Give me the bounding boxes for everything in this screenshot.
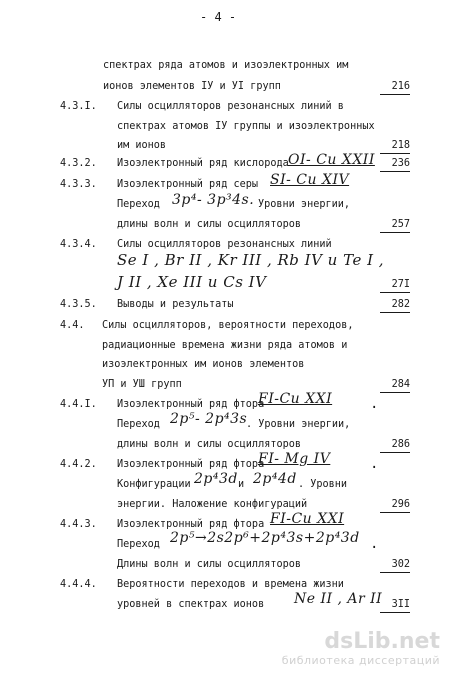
toc-number: 4.3.I.	[60, 101, 97, 112]
handwritten-formula: 2p⁵- 2p⁴3s	[170, 411, 248, 427]
toc-line: Силы осцилляторов резонансных линий	[117, 239, 332, 250]
handwritten-formula: 2p⁴3d	[194, 471, 238, 487]
handwritten-formula: 2p⁴4d	[253, 471, 297, 487]
toc-line: Переход	[117, 199, 160, 210]
toc-line: энергии. Наложение конфигураций	[117, 499, 308, 510]
toc-line: спектрах атомов IУ группы и изоэлектронных	[117, 121, 375, 132]
watermark	[282, 629, 440, 667]
toc-page: 218	[380, 140, 410, 154]
handwritten-formula: 2p⁵→2s2p⁶+2p⁴3s+2p⁴3d	[170, 530, 360, 546]
toc-line: Силы осцилляторов, вероятности переходов,	[102, 320, 354, 331]
handwritten-formula: 3p⁴- 3p³4s.	[172, 192, 255, 208]
toc-line: Конфигурации	[117, 479, 191, 490]
toc-line: спектрах ряда атомов и изоэлектронных им	[103, 60, 349, 71]
toc-page: 282	[380, 299, 410, 313]
toc-number: 4.3.3.	[60, 179, 97, 190]
toc-line: . Уровни	[298, 479, 348, 490]
page-number: - 4 -	[200, 10, 237, 24]
toc-line: Изоэлектронный ряд фтора	[117, 399, 265, 410]
toc-number: 4.3.5.	[60, 299, 97, 310]
handwritten-formula: Se I , Br II , Kr III , Rb IV и Te I ,	[117, 251, 385, 269]
toc-line: ионов элементов IУ и УI групп	[103, 81, 281, 92]
handwritten-formula: SI- Cu XIV	[270, 172, 350, 188]
toc-number: 4.4.4.	[60, 579, 97, 590]
toc-line: Силы осцилляторов резонансных линий в	[117, 101, 344, 112]
toc-line: Переход	[117, 539, 160, 550]
toc-number: 4.4.	[60, 320, 85, 331]
handwritten-formula: FI-Cu XXI	[258, 391, 333, 407]
toc-number: 4.3.2.	[60, 158, 97, 169]
toc-page: 27I	[380, 279, 410, 293]
toc-line: радиационные времена жизни ряда атомов и	[102, 340, 348, 351]
toc-line: Изоэлектронный ряд фтора	[117, 459, 265, 470]
toc-line: уровней в спектрах ионов	[117, 599, 265, 610]
toc-line: Выводы и результаты	[117, 299, 234, 310]
toc-line: Изоэлектронный ряд фтора	[117, 519, 265, 530]
toc-line: длины волн и силы осцилляторов	[117, 439, 302, 450]
toc-page: 216	[380, 81, 410, 95]
handwritten-formula: Ne II , Ar II	[294, 591, 383, 607]
toc-line: изоэлектронных им ионов элементов	[102, 359, 305, 370]
handwritten-formula: FI- Mg IV	[258, 451, 331, 467]
toc-line: длины волн и силы осцилляторов	[117, 219, 302, 230]
handwritten-formula: FI-Cu XXI	[270, 511, 345, 527]
toc-line: Изоэлектронный ряд серы	[117, 179, 259, 190]
toc-line: . Уровни энергии,	[246, 419, 351, 430]
toc-number: 4.4.3.	[60, 519, 97, 530]
toc-page: 296	[380, 499, 410, 513]
toc-page: 236	[380, 158, 410, 172]
toc-number: 4.4.2.	[60, 459, 97, 470]
toc-page: 302	[380, 559, 410, 573]
toc-line: Длины волн и силы осцилляторов	[117, 559, 302, 570]
toc-line: Вероятности переходов и времена жизни	[117, 579, 344, 590]
toc-number: 4.3.4.	[60, 239, 97, 250]
toc-number: 4.4.I.	[60, 399, 97, 410]
toc-line: УП и УШ групп	[102, 379, 182, 390]
toc-line: Переход	[117, 419, 160, 430]
toc-page: 3II	[380, 599, 410, 613]
handwritten-formula: OI- Cu XXII	[288, 152, 375, 168]
handwritten-formula: J II , Xe III и Cs IV	[117, 273, 267, 291]
toc-line: Изоэлектронный ряд кислорода	[117, 158, 289, 169]
toc-page: 284	[380, 379, 410, 393]
document-page: - 4 - спектрах ряда атомов и изоэлектронных им ионов элементов IУ и УI групп 216 4.3.I. Силы осцилляторов резонансных линий в спектрах атомов IУ группы и изоэлектронных им ионов 218 4.3.2. Изоэлектронный ряд кислорода OI- Cu XXII 236 4.3.3. Изоэлектронный ряд серы SI- Cu XIV Переход 3p⁴- 3p³4s. Уровни энергии, длины волн и силы осцилляторов 257 4.3.4. Силы осцилляторов резонансных линий Se I , Br II , Kr III , Rb IV и Te I , J II , Xe III и Cs IV 27I 4.3.5. Выводы и результаты 282 4.4. Силы осцилляторов, вероятности переходов, радиационные времена жизни ряда атомов и изоэлектронных им ионов элементов УП и УШ групп 284 4.4.I. Изоэлектронный ряд фтора FI-Cu XXI . Переход 2p⁵- 2p⁴3s . Уровни энергии, длины волн и силы осцилляторов 286 4.4.2. Изоэлектронный ряд фтора FI- Mg IV . Конфигурации 2p⁴3d и 2p⁴4d . Уровни энергии. Наложение конфигураций 296 4.4.3. Изоэлектронный ряд фтора FI-Cu XXI Переход 2p⁵→2s2p⁶+2p⁴3s+2p⁴3d . Длины волн и силы осцилляторов 302 4.4.4. Вероятности переходов и времена жизни уровней в спектрах ионов Ne II , Ar II 3II dsLib.net библиотека диссертаций	[60, 10, 440, 667]
toc-page: 286	[380, 439, 410, 453]
watermark-logo: dsLib.net	[324, 629, 440, 654]
toc-line: им ионов	[117, 140, 167, 151]
toc-line: и	[238, 479, 245, 490]
toc-page: 257	[380, 219, 410, 233]
toc-line: Уровни энергии,	[258, 199, 351, 210]
watermark-subtitle: библиотека диссертаций	[281, 654, 440, 667]
